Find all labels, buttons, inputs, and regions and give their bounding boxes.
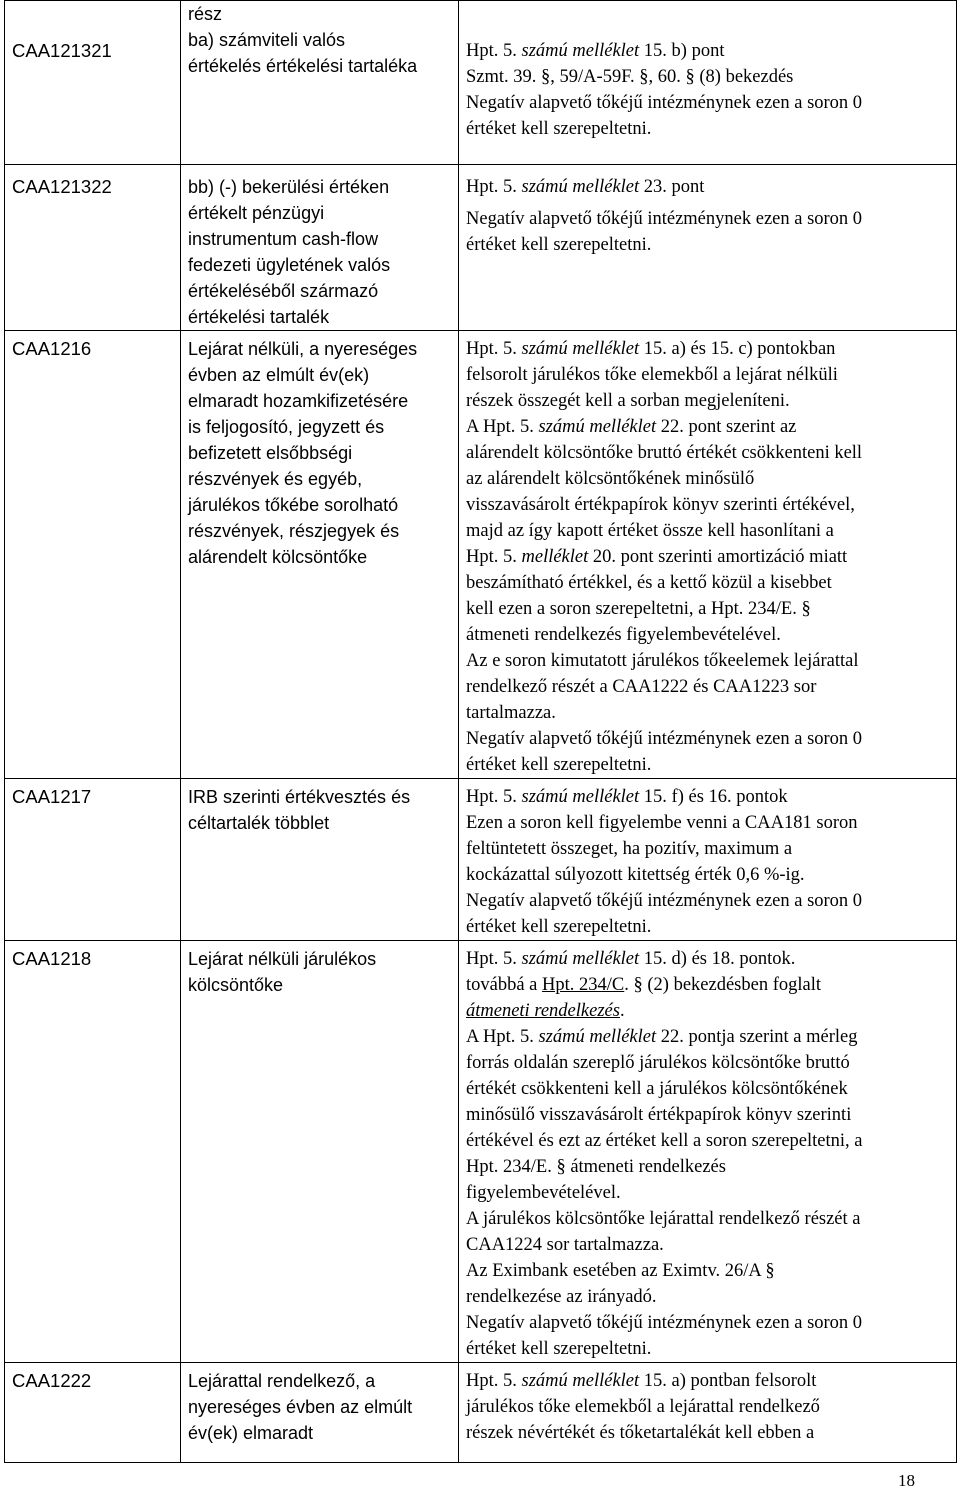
row-description-line (466, 232, 956, 258)
text-segment: 22. pont szerint az (656, 417, 797, 437)
text-segment: melléklet (521, 547, 589, 567)
row-description-line (466, 596, 956, 622)
text-segment: Hpt. 234/E. § átmeneti rendelkezés (466, 1157, 726, 1177)
text-segment: Hpt. 5. (466, 1371, 522, 1391)
text-segment: 15. a) pontban felsorolt (639, 1371, 817, 1391)
row-description-line (466, 1050, 956, 1076)
text-segment: értéket kell szerepeltetni. (466, 1339, 652, 1359)
row-name-line: járulékos tőkébe sorolható (188, 495, 399, 515)
text-segment: értékével és ezt az értéket kell a soron szerepeltetni, a (466, 1131, 863, 1151)
text-segment: Hpt. 5. (466, 949, 522, 969)
row-description (459, 1363, 957, 1463)
row-name-line: bb) (-) bekerülési értéken (188, 177, 390, 197)
text-segment: Hpt. 5. (466, 547, 522, 567)
row-name-line: nyereséges évben az elmúlt (188, 1397, 413, 1417)
text-segment: Az e soron kimutatott járulékos tőkeelemek lejárattal (466, 651, 859, 671)
row-code: CAA1218 (5, 941, 181, 1363)
row-code: CAA1217 (5, 779, 181, 941)
text-segment: alárendelt kölcsöntőke bruttó értékét csökkenteni kell (466, 443, 863, 463)
text-segment: 22. pontja szerint a mérleg (656, 1027, 858, 1047)
row-description-line (466, 1394, 956, 1420)
row-description-line (466, 414, 956, 440)
text-segment: számú melléklet (521, 787, 640, 807)
row-description-line (466, 1102, 956, 1128)
table-row (5, 779, 957, 941)
text-segment: számú melléklet (521, 949, 640, 969)
text-segment: értéket kell szerepeltetni. (466, 235, 652, 255)
row-description (459, 1, 957, 165)
row-name (181, 1363, 459, 1463)
row-code: CAA1222 (5, 1363, 181, 1463)
row-name-line: Lejárat nélküli járulékos (188, 949, 377, 969)
text-segment: minősülő visszavásárolt értékpapírok könyv szerinti (466, 1105, 852, 1125)
text-segment: átmeneti rendelkezés figyelembevételével. (466, 625, 781, 645)
text-segment: számú melléklet (521, 339, 640, 359)
row-description-line (466, 90, 956, 116)
text-segment: Negatív alapvető tőkéjű intézménynek ezen a soron 0 (466, 209, 863, 229)
row-description-line (466, 998, 956, 1024)
row-description-line (466, 784, 956, 810)
text-segment: Hpt. 5. (466, 177, 522, 197)
text-segment: számú melléklet (538, 417, 657, 437)
row-description-line (466, 440, 956, 466)
row-description-line (466, 1310, 956, 1336)
row-description-line (466, 206, 956, 232)
row-code: CAA1216 (5, 331, 181, 779)
text-segment: Az Eximbank esetében az Eximtv. 26/A § (466, 1261, 775, 1281)
text-segment: Negatív alapvető tőkéjű intézménynek ezen a soron 0 (466, 891, 863, 911)
regulation-table (4, 0, 957, 1463)
text-segment: tartalmazza. (466, 703, 556, 723)
row-name-line: instrumentum cash-flow (188, 229, 379, 249)
row-name-line: kölcsöntőke (188, 975, 284, 995)
text-segment: részek névértékét és tőketartalékát kell ebben a (466, 1423, 815, 1443)
reference-link[interactable]: Hpt. 234/C (542, 975, 625, 995)
row-description-line (466, 1336, 956, 1362)
text-segment: Hpt. 5. (466, 787, 522, 807)
row-name (181, 941, 459, 1363)
text-segment: 15. f) és 16. pontok (639, 787, 788, 807)
row-description-line (466, 1232, 956, 1258)
row-name-line: Lejárat nélküli, a nyereséges (188, 339, 418, 359)
row-description-line (466, 1258, 956, 1284)
row-name-line: alárendelt kölcsöntőke (188, 547, 368, 567)
text-segment: Negatív alapvető tőkéjű intézménynek ezen a soron 0 (466, 1313, 863, 1333)
text-segment: Negatív alapvető tőkéjű intézménynek ezen a soron 0 (466, 93, 863, 113)
row-description-line (466, 946, 956, 972)
row-name-line: értékelés értékelési tartaléka (188, 56, 418, 76)
row-description (459, 331, 957, 779)
text-segment: 15. d) és 18. pontok. (639, 949, 796, 969)
text-segment: értékét csökkenteni kell a járulékos kölcsöntőkének (466, 1079, 848, 1099)
row-description-line (466, 914, 956, 940)
row-description-line (466, 1284, 956, 1310)
row-description-line (466, 674, 956, 700)
table-row (5, 941, 957, 1363)
row-name (181, 331, 459, 779)
row-code: CAA121322 (5, 165, 181, 331)
text-segment: forrás oldalán szereplő járulékos kölcsöntőke bruttó (466, 1053, 850, 1073)
row-name-line: IRB szerinti értékvesztés és (188, 787, 411, 807)
row-description-line (466, 888, 956, 914)
row-name-line: Lejárattal rendelkező, a (188, 1371, 376, 1391)
row-name-line: év(ek) elmaradt (188, 1423, 314, 1443)
row-name-line: értékeléséből származó (188, 281, 379, 301)
row-name-line: fedezeti ügyletének valós (188, 255, 391, 275)
text-segment: számú melléklet (538, 1027, 657, 1047)
row-description-line (466, 810, 956, 836)
row-description-line (466, 174, 956, 200)
text-segment: számú melléklet (521, 1371, 640, 1391)
text-segment: számú melléklet (521, 177, 640, 197)
row-description-line (466, 1076, 956, 1102)
text-segment: 15. b) pont (639, 41, 725, 61)
table-row (5, 331, 957, 779)
text-segment: A Hpt. 5. (466, 1027, 539, 1047)
row-name-line: céltartalék többlet (188, 813, 330, 833)
row-description (459, 165, 957, 331)
row-name-line: részvények és egyéb, (188, 469, 363, 489)
page-number: 18 (898, 1471, 915, 1490)
row-description-line (466, 1180, 956, 1206)
text-segment: 23. pont (639, 177, 705, 197)
text-segment: értéket kell szerepeltetni. (466, 119, 652, 139)
text-segment: 20. pont szerinti amortizáció miatt (588, 547, 848, 567)
row-name (181, 779, 459, 941)
table-row (5, 1363, 957, 1463)
text-segment: rendelkező részét a CAA1222 és CAA1223 sor (466, 677, 817, 697)
row-description-line (466, 570, 956, 596)
text-segment: . (619, 1001, 625, 1021)
row-description-line (466, 388, 956, 414)
row-description-line (466, 836, 956, 862)
text-segment: CAA1224 sor tartalmazza. (466, 1235, 664, 1255)
row-description-line (466, 1128, 956, 1154)
row-description (459, 779, 957, 941)
text-segment: feltüntetett összeget, ha pozitív, maximum a (466, 839, 793, 859)
text-segment: számú melléklet (521, 41, 640, 61)
row-description-line (466, 362, 956, 388)
text-segment: visszavásárolt értékpapírok könyv szerinti értékével, (466, 495, 855, 515)
text-segment: Hpt. 5. (466, 41, 522, 61)
row-description-line (466, 544, 956, 570)
row-name-line: is feljogosító, jegyzett és (188, 417, 385, 437)
row-description-line (466, 336, 956, 362)
row-description-line (466, 518, 956, 544)
row-description-line (466, 1206, 956, 1232)
row-description-line (466, 726, 956, 752)
text-segment: kell ezen a soron szerepeltetni, a Hpt. 234/E. § (466, 599, 811, 619)
text-segment: . § (2) bekezdésben foglalt (624, 975, 822, 995)
row-code: CAA121321 (5, 1, 181, 165)
row-description-line (466, 466, 956, 492)
row-name-line: befizetett elsőbbségi (188, 443, 353, 463)
row-name-line: értékelési tartalék (188, 307, 330, 327)
row-name-line: részvények, részjegyek és (188, 521, 400, 541)
text-segment: majd az így kapott értéket össze kell hasonlítani a (466, 521, 834, 541)
row-description-line (466, 700, 956, 726)
row-description-line (466, 972, 956, 998)
row-name-line: elmaradt hozamkifizetésére (188, 391, 409, 411)
text-segment: az alárendelt kölcsöntőkének minősülő (466, 469, 755, 489)
text-segment: részek összegét kell a sorban megjeleníteni. (466, 391, 790, 411)
row-description-line (466, 622, 956, 648)
text-segment: értéket kell szerepeltetni. (466, 917, 652, 937)
text-segment: továbbá a (466, 975, 543, 995)
row-name (181, 165, 459, 331)
text-segment: értéket kell szerepeltetni. (466, 755, 652, 775)
row-name-line: ba) számviteli valós (188, 30, 346, 50)
text-segment: Szmt. 39. §, 59/A-59F. §, 60. § (8) bekezdés (466, 67, 794, 87)
text-segment: Ezen a soron kell figyelembe venni a CAA181 soron (466, 813, 858, 833)
text-segment: járulékos tőke elemekből a lejárattal rendelkező (466, 1397, 820, 1417)
text-segment: A Hpt. 5. (466, 417, 539, 437)
row-description-line (466, 862, 956, 888)
text-segment: A járulékos kölcsöntőke lejárattal rendelkező részét a (466, 1209, 861, 1229)
row-name-line: értékelt pénzügyi (188, 203, 325, 223)
row-description-line (466, 1024, 956, 1050)
row-description-line (466, 38, 956, 64)
table-row (5, 165, 957, 331)
row-name-line: évben az elmúlt év(ek) (188, 365, 370, 385)
text-segment: rendelkezése az irányadó. (466, 1287, 657, 1307)
row-description-line (466, 116, 956, 142)
row-description-line (466, 492, 956, 518)
row-description-line (466, 64, 956, 90)
row-name-line: rész (188, 4, 223, 24)
row-description-line (466, 752, 956, 778)
text-segment: felsorolt járulékos tőke elemekből a lejárat nélküli (466, 365, 838, 385)
text-segment: figyelembevételével. (466, 1183, 621, 1203)
text-segment: Hpt. 5. (466, 339, 522, 359)
text-segment: 15. a) és 15. c) pontokban (639, 339, 836, 359)
row-description-line (466, 1368, 956, 1394)
row-description (459, 941, 957, 1363)
row-description-line (466, 1154, 956, 1180)
row-name (181, 1, 459, 165)
text-segment: kockázattal súlyozott kitettség érték 0,6 %-ig. (466, 865, 805, 885)
text-segment: beszámítható értékkel, és a kettő közül a kisebbet (466, 573, 832, 593)
table-row (5, 1, 957, 165)
row-description-line (466, 1420, 956, 1446)
reference-link[interactable]: átmeneti rendelkezés (466, 1001, 620, 1021)
row-description-line (466, 648, 956, 674)
text-segment: Negatív alapvető tőkéjű intézménynek ezen a soron 0 (466, 729, 863, 749)
